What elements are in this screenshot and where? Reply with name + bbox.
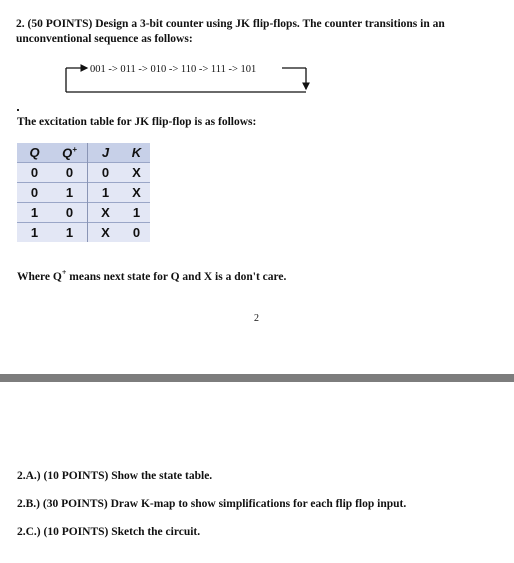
header-j: J xyxy=(88,143,124,163)
cell-k: 0 xyxy=(123,223,150,243)
table-row xyxy=(17,183,150,203)
subquestion-2c: 2.C.) (10 POINTS) Sketch the circuit. xyxy=(17,526,201,538)
note-sup: + xyxy=(61,268,67,277)
excitation-table xyxy=(17,143,150,242)
subquestion-2b: 2.B.) (30 POINTS) Draw K-map to show simplifications for each flip flop input. xyxy=(17,498,407,510)
cell-q-next: 1 xyxy=(52,183,88,203)
cell-q-next: 0 xyxy=(52,163,88,183)
table-row xyxy=(17,223,150,243)
cell-j: 1 xyxy=(88,183,124,203)
header-q: Q xyxy=(17,143,52,163)
cell-k: 1 xyxy=(123,203,150,223)
table-row xyxy=(17,163,150,183)
stray-dot xyxy=(17,109,19,111)
cell-j: 0 xyxy=(88,163,124,183)
header-k: K xyxy=(123,143,150,163)
question-heading: 2. (50 POINTS) Design a 3-bit counter using JK flip-flops. The counter transitions in an unconventional sequence as follows: xyxy=(16,18,445,45)
cell-q: 0 xyxy=(17,163,52,183)
header-q-next xyxy=(52,143,88,163)
sequence-diagram xyxy=(60,58,320,100)
subquestion-2a: 2.A.) (10 POINTS) Show the state table. xyxy=(17,470,213,482)
header-q-next-label: Q xyxy=(62,145,73,161)
excitation-header-row xyxy=(17,143,150,163)
cell-k: X xyxy=(123,183,150,203)
header-q-next-sup: + xyxy=(72,144,77,154)
note-text xyxy=(17,268,286,283)
cell-k: X xyxy=(123,163,150,183)
cell-j: X xyxy=(88,223,124,243)
cell-j: X xyxy=(88,203,124,223)
cell-q: 1 xyxy=(17,203,52,223)
table-row xyxy=(17,203,150,223)
page-divider xyxy=(0,374,514,382)
sequence-text: 001 -> 011 -> 010 -> 110 -> 111 -> 101 xyxy=(90,64,257,75)
note-suffix: means next state for Q and X is a don't care. xyxy=(66,270,287,283)
page-number: 2 xyxy=(254,313,259,324)
cell-q-next: 0 xyxy=(52,203,88,223)
excitation-title: The excitation table for JK flip-flop is as follows: xyxy=(17,116,257,128)
cell-q: 1 xyxy=(17,223,52,243)
cell-q: 0 xyxy=(17,183,52,203)
cell-q-next: 1 xyxy=(52,223,88,243)
note-prefix: Where Q xyxy=(17,270,62,283)
